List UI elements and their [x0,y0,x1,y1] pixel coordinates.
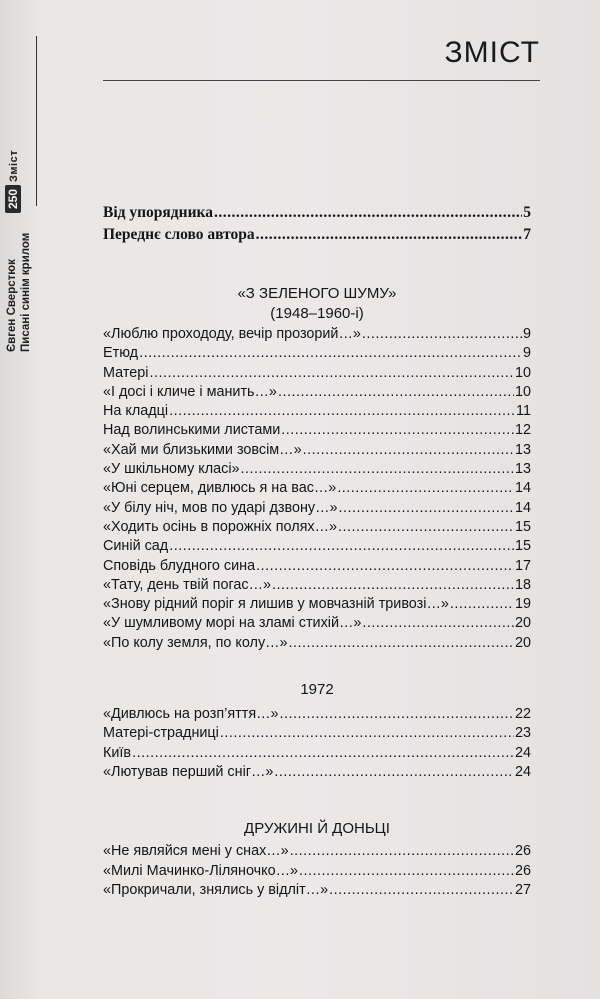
toc-entry-page: 15 [514,538,531,555]
toc-entry-title: Матері-страдниці [103,725,219,742]
toc-leader-dots [303,442,514,458]
section-heading: 1972 [300,681,334,699]
toc-entry[interactable] [103,706,531,725]
toc-leader-dots [139,345,522,361]
toc-entry-page: 23 [514,725,531,742]
toc-leader-dots [132,745,514,761]
toc-leader-dots [338,500,514,516]
toc-entry[interactable] [103,500,531,519]
toc-entry-page: 9 [522,326,531,342]
toc-entry-page: 24 [514,744,531,761]
toc-entry-title: Над волинськими листами [103,422,281,439]
toc-leader-dots [214,204,522,222]
toc-entry-page: 15 [514,518,531,535]
toc-entry-page: 10 [514,364,531,381]
toc-leader-dots [289,635,514,651]
toc-entry[interactable] [103,326,531,345]
toc-entry[interactable] [103,558,531,577]
toc-entry[interactable] [103,764,531,783]
toc-entry[interactable] [103,596,531,615]
toc-entry[interactable] [103,538,531,557]
toc-entry-page: 19 [514,596,531,613]
toc-entry-page: 13 [514,441,531,458]
toc-entry-front-0[interactable] [103,204,531,226]
sidebar-author: Євген Сверстюк [6,259,18,352]
toc-entry[interactable] [103,480,531,499]
sidebar-section-name: Зміст [8,149,20,182]
toc-entry-title: «Лютував перший сніг…» [103,763,274,780]
sidebar-book-title: Писані синім крилом [20,232,32,352]
toc-section-1 [103,680,531,783]
toc-leader-dots [241,461,514,477]
header-rule [103,80,540,81]
toc-entry[interactable] [103,615,531,634]
toc-entry-title: «У шкільному класі» [103,461,240,478]
toc-leader-dots [450,596,514,612]
toc-leader-dots [256,226,523,244]
toc-leader-dots [278,384,514,400]
page-number-badge: 250 [5,185,21,213]
toc-entry-page: 17 [514,557,531,574]
section-entries [103,326,531,654]
toc-entry-title: «Дивлюсь на розп’яття…» [103,706,279,723]
toc-entry-title: Матері [103,364,149,381]
toc-entry-title: «Юні серцем, дивлюсь я на вас…» [103,480,337,497]
toc-entry-front-1[interactable] [103,226,531,248]
toc-leader-dots [169,403,515,419]
toc-entry-title: Переднє слово автора [103,226,255,243]
toc-leader-dots [290,843,514,859]
toc-entry-page: 26 [514,862,531,879]
toc-entry[interactable] [103,461,531,480]
toc-entry-title: «Хай ми близькими зовсім…» [103,441,302,458]
toc-leader-dots [274,764,514,780]
toc-entry-title: «Тату, день твій погас…» [103,576,271,593]
toc-entry-title: «Милі Мачинко-Ліляночко…» [103,862,299,879]
running-sidebar [0,0,38,999]
toc-entry-page: 10 [514,383,531,400]
sidebar-rule [36,36,37,206]
toc-leader-dots [337,480,514,496]
toc-entry-title: Етюд [103,345,139,362]
toc-entry-page: 24 [514,763,531,780]
toc-entry-page: 11 [516,403,531,420]
toc-entry-page: 7 [523,226,531,243]
toc-entry-page: 5 [523,204,531,221]
toc-entry[interactable] [103,635,531,654]
toc-entry-title: На кладці [103,403,169,420]
toc-leader-dots [220,725,514,741]
section-heading: ДРУЖИНІ Й ДОНЬЦІ [244,820,390,838]
table-of-contents [103,204,531,901]
toc-leader-dots [149,365,514,381]
toc-entry-page: 27 [514,881,531,898]
toc-entry[interactable] [103,843,531,862]
toc-entry[interactable] [103,863,531,882]
section-entries [103,843,531,901]
toc-entry-title: «У шумливому морі на зламі стихій…» [103,615,362,632]
toc-entry-title: «Не являйся мені у снах…» [103,843,289,860]
toc-entry-page: 9 [522,345,531,362]
toc-entry-page: 26 [514,843,531,860]
page-title: ЗМІСТ [444,36,540,69]
toc-entry[interactable] [103,745,531,764]
toc-entry[interactable] [103,519,531,538]
toc-entry[interactable] [103,403,531,422]
toc-entry-title: «Знову рідний поріг я лишив у мовчазній тривозі…» [103,596,449,613]
toc-entry[interactable] [103,365,531,384]
toc-entry[interactable] [103,882,531,901]
toc-leader-dots [281,422,514,438]
toc-entry[interactable] [103,345,531,364]
toc-leader-dots [272,577,514,593]
toc-entry-title: «У білу ніч, мов по ударі дзвону…» [103,499,338,516]
toc-leader-dots [256,558,514,574]
toc-entry-page: 14 [514,480,531,497]
toc-entry[interactable] [103,442,531,461]
toc-entry-page: 18 [514,576,531,593]
toc-leader-dots [362,615,514,631]
toc-entry[interactable] [103,725,531,744]
toc-leader-dots [280,706,514,722]
toc-entry-title: Синій сад [103,538,169,555]
toc-entry[interactable] [103,422,531,441]
toc-entry-title: «Прокричали, знялись у відліт…» [103,881,329,898]
toc-entry-title: «Ходить осінь в порожніх полях…» [103,518,337,535]
toc-entry-page: 12 [514,422,531,439]
toc-leader-dots [329,882,514,898]
toc-entry-page: 13 [514,461,531,478]
toc-entry-title: Київ [103,744,132,761]
toc-section-0 [103,284,531,654]
toc-entry-title: «І досі і кличе і манить…» [103,383,277,400]
toc-entry-page: 20 [514,634,531,651]
toc-entry[interactable] [103,384,531,403]
toc-entry-title: Від упорядника [103,204,213,221]
toc-sections [103,284,531,901]
toc-entry-title: Сповідь блудного сина [103,557,256,574]
toc-entry-title: «По колу земля, по колу…» [103,634,288,651]
toc-section-2 [103,819,531,901]
toc-entry[interactable] [103,577,531,596]
toc-entry-page: 14 [514,499,531,516]
section-heading: «З ЗЕЛЕНОГО ШУМУ» [237,285,397,302]
section-years: (1948–1960-і) [270,305,364,322]
toc-entry-page: 20 [514,615,531,632]
toc-leader-dots [338,519,514,535]
section-entries [103,706,531,783]
toc-leader-dots [299,863,514,879]
toc-entry-page: 22 [514,706,531,723]
toc-leader-dots [169,538,514,554]
toc-leader-dots [362,326,522,342]
toc-entry-title: «Люблю прохододу, вечір прозорий…» [103,326,361,342]
